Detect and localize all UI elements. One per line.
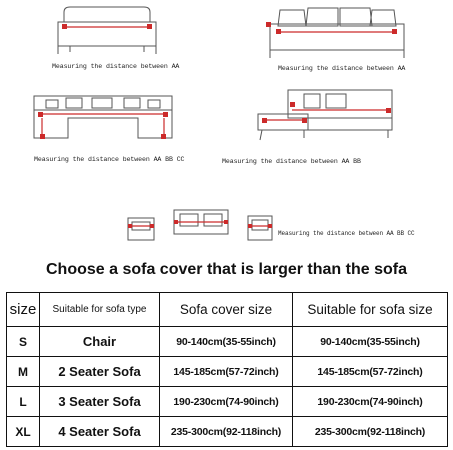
cell-suitable-size: 145-185cm(57-72inch) xyxy=(293,357,448,387)
header-suitable-size: Suitable for sofa size xyxy=(293,293,448,327)
table-row xyxy=(7,327,448,357)
u-sectional-caption: Measuring the distance between AA BB CC xyxy=(34,156,185,163)
header-cover-size: Sofa cover size xyxy=(160,293,293,327)
page-headline: Choose a sofa cover that is larger than the sofa xyxy=(46,261,407,278)
cell-sofa-type: 4 Seater Sofa xyxy=(40,417,160,447)
sofa-pillows-diagram xyxy=(262,4,412,64)
cell-suitable-size: 190-230cm(74-90inch) xyxy=(293,387,448,417)
sofa-set-caption: Measuring the distance between AA BB CC xyxy=(278,230,415,237)
u-sectional-diagram xyxy=(28,88,178,146)
table-row xyxy=(7,357,448,387)
cell-cover-size: 190-230cm(74-90inch) xyxy=(160,387,293,417)
sofa-set-diagram xyxy=(124,204,274,246)
cell-cover-size: 145-185cm(57-72inch) xyxy=(160,357,293,387)
chair-diagram xyxy=(52,4,162,60)
header-size: size xyxy=(7,293,40,327)
table-row xyxy=(7,417,448,447)
chair-caption: Measuring the distance between AA xyxy=(52,63,180,70)
cell-sofa-type: 2 Seater Sofa xyxy=(40,357,160,387)
l-sectional-caption: Measuring the distance between AA BB xyxy=(222,158,361,165)
cell-suitable-size: 90-140cm(35-55inch) xyxy=(293,327,448,357)
cell-size: XL xyxy=(7,417,40,447)
cell-cover-size: 235-300cm(92-118inch) xyxy=(160,417,293,447)
cell-sofa-type: 3 Seater Sofa xyxy=(40,387,160,417)
cell-suitable-size: 235-300cm(92-118inch) xyxy=(293,417,448,447)
cell-sofa-type: Chair xyxy=(40,327,160,357)
size-chart-table xyxy=(6,292,448,447)
l-sectional-diagram xyxy=(248,84,398,146)
table-row xyxy=(7,387,448,417)
header-sofa-type: Suitable for sofa type xyxy=(40,293,160,327)
cell-size: L xyxy=(7,387,40,417)
cell-size: S xyxy=(7,327,40,357)
table-header-row xyxy=(7,293,448,327)
cell-size: M xyxy=(7,357,40,387)
cell-cover-size: 90-140cm(35-55inch) xyxy=(160,327,293,357)
sofa-pillows-caption: Measuring the distance between AA xyxy=(278,65,406,72)
